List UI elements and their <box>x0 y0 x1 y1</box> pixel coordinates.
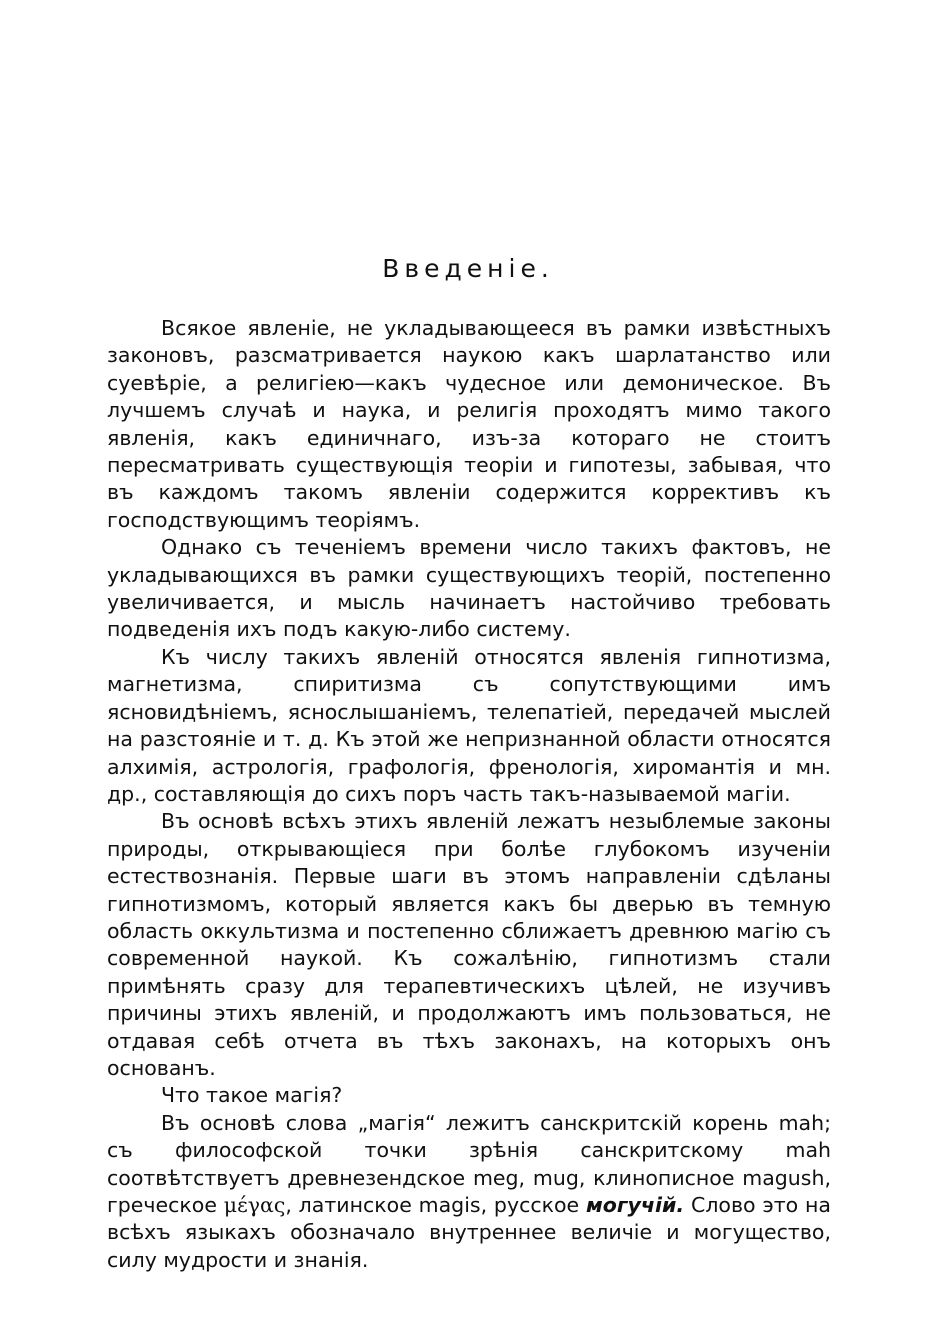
paragraph: Къ числу такихъ явленій относятся явленія гипнотизма, магнетизма, спиритизма съ сопутствующими имъ ясновидѣніемъ, яснослышаніемъ, телепатіей, передачей мыслей на разстояніе и т. д. Къ этой же непризнанной области относятся алхимія, астрологія, графологія, френологія, хиромантія и мн. др., составляющія до сихъ поръ часть такъ-называемой магіи. <box>107 644 831 806</box>
paragraph: Въ основѣ всѣхъ этихъ явленій лежатъ незыблемые законы природы, открывающіеся при болѣе глубокомъ изученіи естествознанія. Первые шаги въ этомъ направленіи сдѣланы гипнотизмомъ, который является какъ бы дверью въ темную область оккультизма и постепенно сближаетъ древнюю магію съ современной наукой. Къ сожалѣнію, гипнотизмъ стали примѣнять сразу для терапевтическихъ цѣлей, не изучивъ причины этихъ явленій, и продолжаютъ имъ пользоваться, не отдавая себѣ отчета въ тѣхъ законахъ, на которыхъ онъ основанъ. <box>107 809 831 1080</box>
greek-word: μέγας <box>223 1193 286 1217</box>
text-run: Въ основѣ слова „магія“ лежитъ санскритскій корень mah; съ философской точки зрѣнія санскритскому mah соотвѣтствуетъ древнезендское meg, mug, клинописное magush, греческое <box>107 1110 831 1217</box>
chapter-heading: Введеніе. <box>382 254 554 283</box>
paragraph: Всякое явленіе, не укладывающееся въ рамки извѣстныхъ законовъ, разсматривается наукою какъ шарлатанство или суевѣріе, а религіею—какъ чудесное или демоническое. Въ лучшемъ случаѣ и наука, и религія проходятъ мимо такого явленія, какъ единичнаго, изъ-за котораго не стоитъ пересматривать существующія теоріи и гипотезы, забывая, что въ каждомъ такомъ явленіи содержится коррективъ къ господствующимъ теоріямъ. <box>107 316 831 532</box>
paragraph: Однако съ теченіемъ времени число такихъ фактовъ, не укладывающихся въ рамки существующихъ теорій, постепенно увеличивается, и мысль начинаетъ настойчиво требовать подведенія ихъ подъ какую-либо систему. <box>107 535 831 642</box>
text-run: , латинское magis, русское <box>285 1193 586 1217</box>
body-text <box>107 315 831 1274</box>
paragraph-etymology <box>107 1110 831 1274</box>
emphasized-word: могучій. <box>586 1193 685 1217</box>
paragraph: Что такое магія? <box>161 1083 343 1108</box>
text-run: Слово это на всѣхъ языкахъ обозначало внутреннее величіе и могущество, силу мудрости и знанія. <box>107 1193 831 1272</box>
